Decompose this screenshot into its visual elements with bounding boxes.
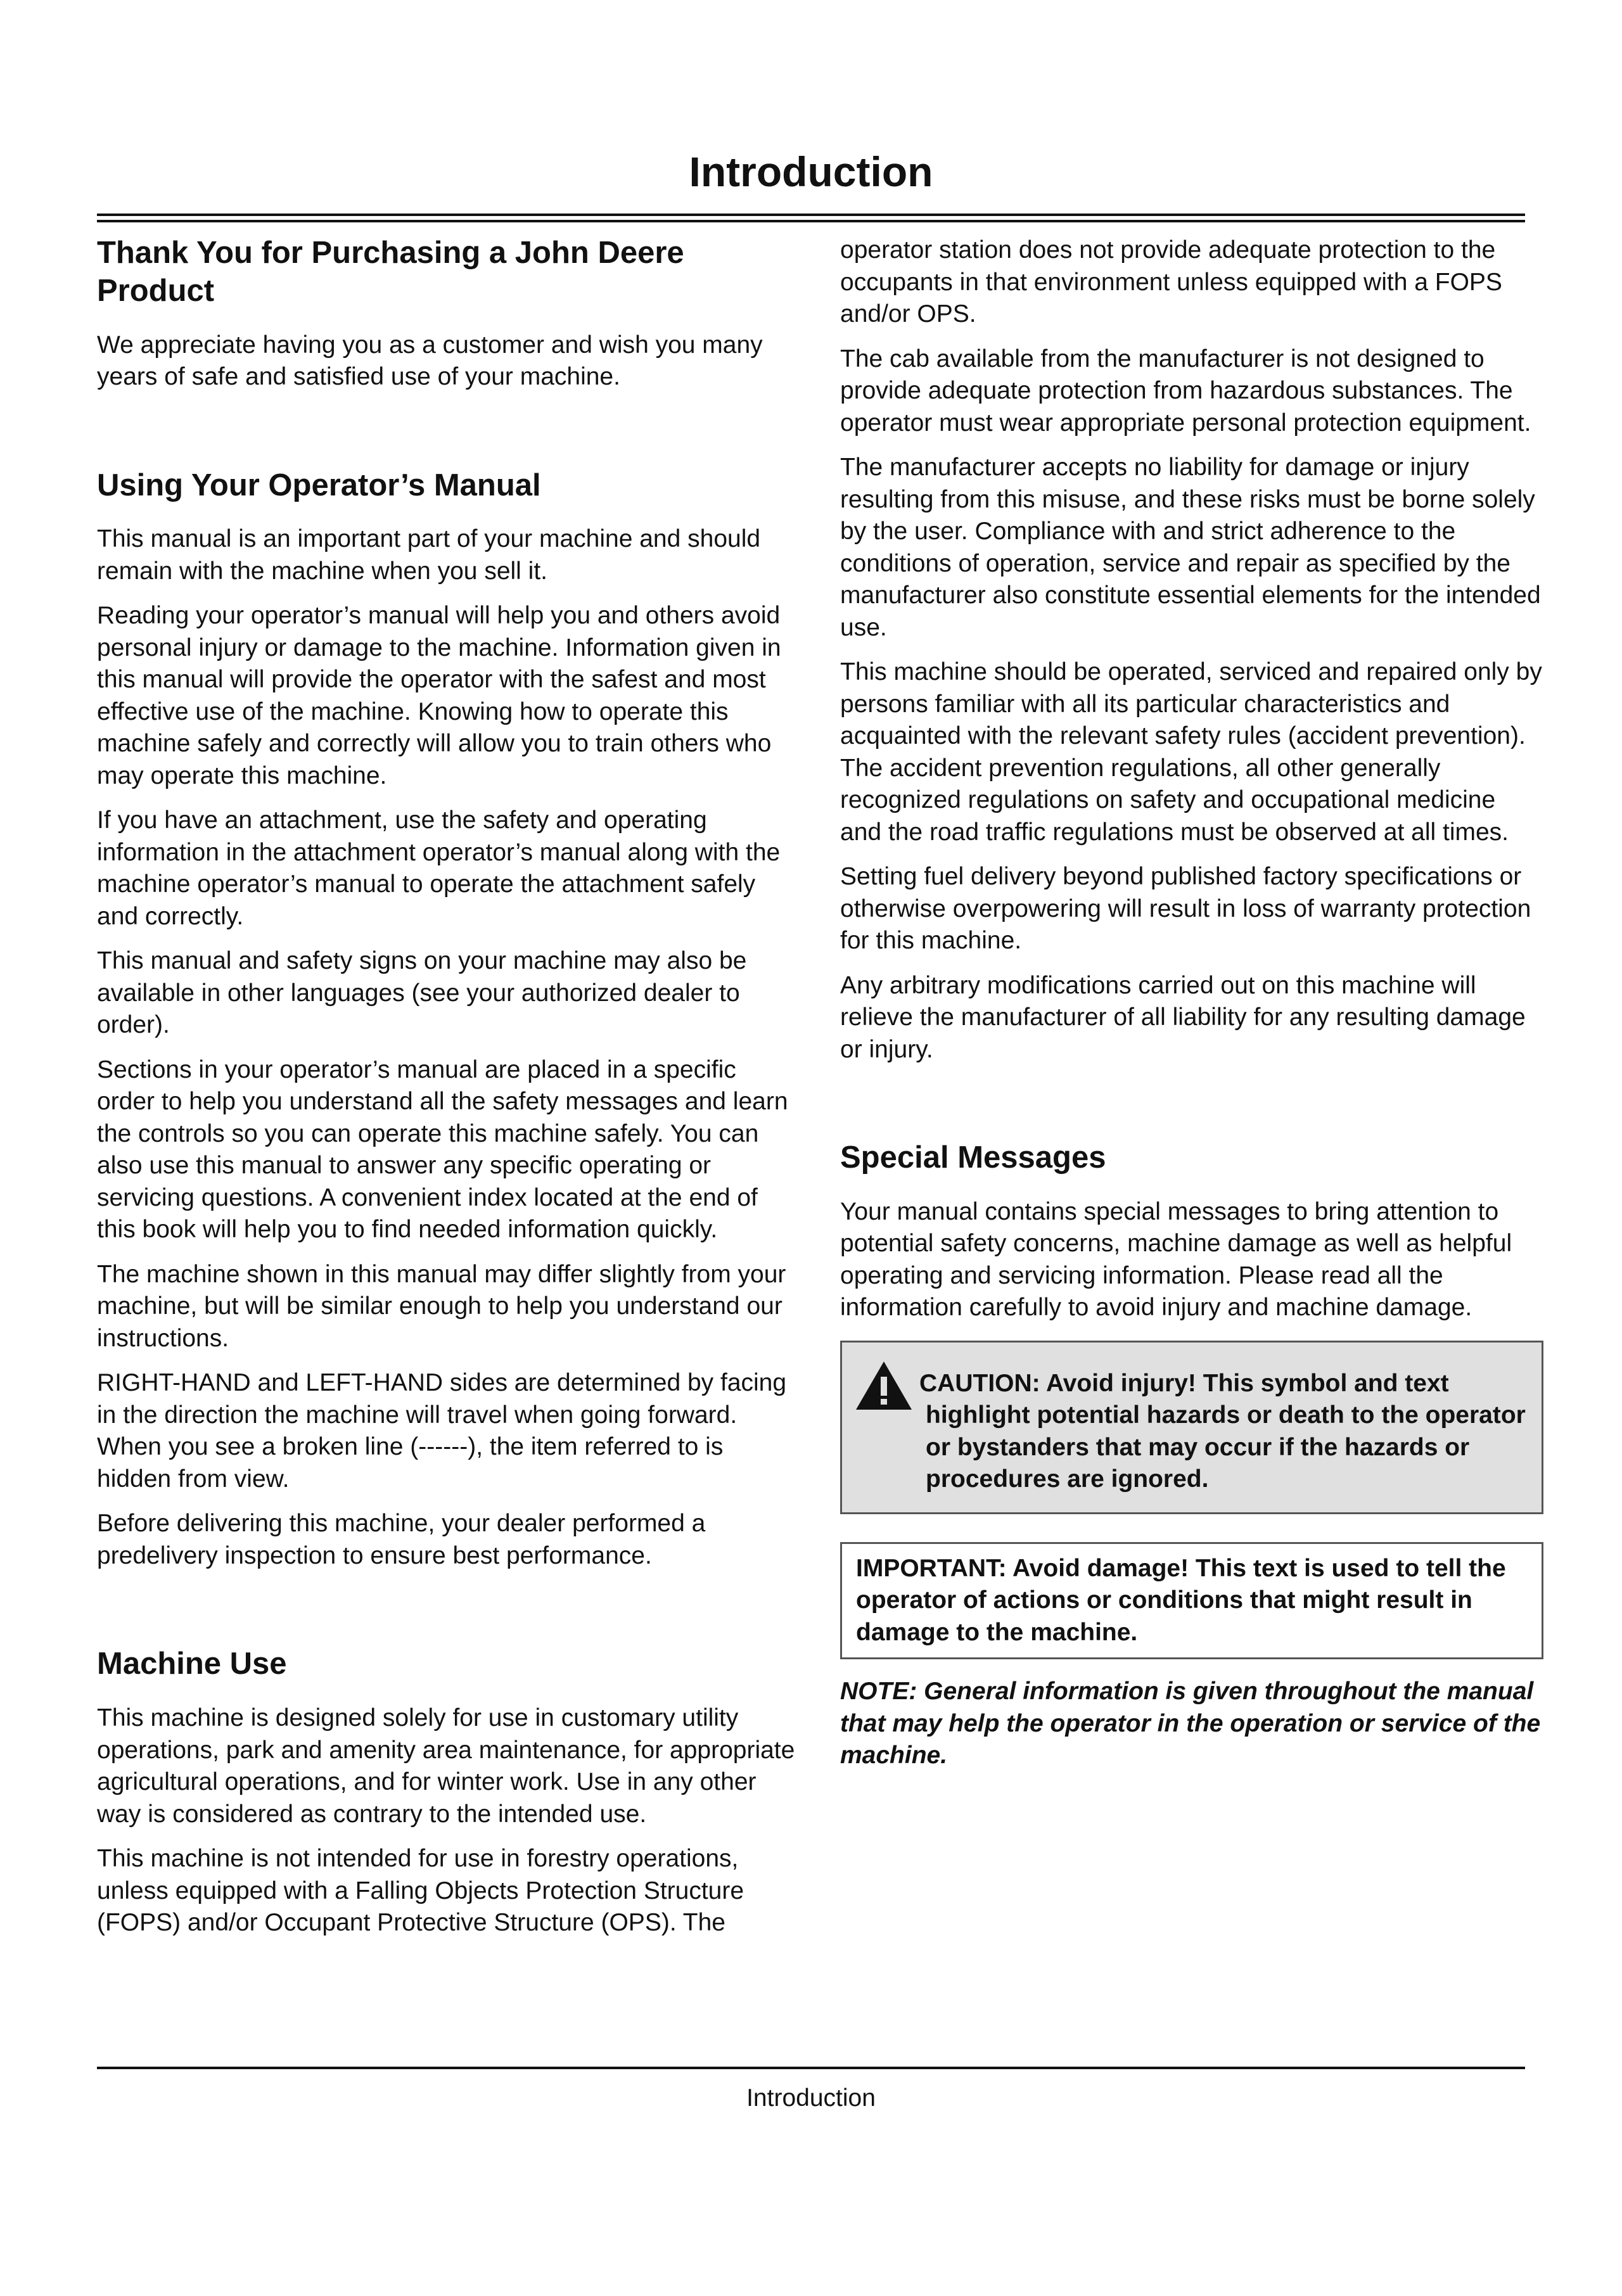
important-box: IMPORTANT: Avoid damage! This text is used to tell the operator of actions or conditions that might result in damage to the machine. [840,1542,1543,1660]
heading-machine-use: Machine Use [97,1647,287,1681]
title-double-rule [97,214,1525,222]
spacer [840,1078,1543,1139]
paragraph: Any arbitrary modifications carried out on this machine will relieve the manufacturer of all liability for any resulting damage or injury. [840,971,1526,1063]
heading-using-manual: Using Your Operator’s Manual [97,468,541,502]
spacer [97,1585,800,1645]
paragraph: This machine should be operated, serviced and repaired only by persons familiar with all its particular characteristics and acquainted with the relevant safety rules (accident prevention). The accident prevention regulations, all other generally recognized regulations on safety and occupational medicine and the road traffic regulations must be observed at all times. [840,658,1542,846]
page-title: Introduction [689,148,933,195]
paragraph: This machine is designed solely for use in customary utility operations, park and amenity area maintenance, for appropriate agricultural operations, and for winter work. Use in any other way is considered as contrary to the intended use. [97,1704,795,1828]
paragraph: operator station does not provide adequate protection to the occupants in that environment unless equipped with a FOPS and/or OPS. [840,236,1502,328]
spacer [97,406,800,467]
paragraph: The machine shown in this manual may differ slightly from your machine, but will be similar enough to help you understand our instructions. [97,1260,786,1352]
paragraph: Setting fuel delivery beyond published factory specifications or otherwise overpowering will result in loss of warranty protection for this machine. [840,863,1531,954]
paragraph: Before delivering this machine, your dealer performed a predelivery inspection to ensure best performance. [97,1510,706,1569]
warning-triangle-icon [855,1360,913,1411]
paragraph: RIGHT-HAND and LEFT-HAND sides are determined by facing in the direction the machine will travel when going forward. When you see a broken line (------), the item referred to is hidden from view. [97,1369,787,1493]
paragraph: The manufacturer accepts no liability for damage or injury resulting from this misuse, and these risks must be borne solely by the user. Compliance with and strict adherence to the conditions of operation, service and repair as specified by the manufacturer also constitute essential elements for the intended use. [840,454,1541,641]
note-text: NOTE: General information is given throughout the manual that may help the operator in the operation or service of the machine. [840,1678,1541,1770]
left-column [97,234,800,1952]
paragraph: The cab available from the manufacturer is not designed to provide adequate protection from hazardous substances. The operator must wear appropriate personal protection equipment. [840,345,1531,437]
caution-rest: highlight potential hazards or death to the operator or bystanders that may occur if the hazards or procedures are ignored. [926,1401,1526,1493]
paragraph: Your manual contains special messages to bring attention to potential safety concerns, machine damage as well as helpful operating and servicing information. Please read all the information carefully to avoid injury and machine damage. [840,1197,1512,1322]
heading-special-messages: Special Messages [840,1140,1106,1175]
paragraph: Sections in your operator’s manual are placed in a specific order to help you understand all the safety messages and learn the controls so you can operate this machine safely. You can also use this manual to answer any specific operating or servicing questions. A convenient index located at the end of this book will help you to find needed information quickly. [97,1056,788,1244]
paragraph: If you have an attachment, use the safety and operating information in the attachment operator’s manual along with the machine operator’s manual to operate the attachment safely and correctly. [97,807,781,930]
footer-label: Introduction [746,2084,876,2112]
paragraph: We appreciate having you as a customer and wish you many years of safe and satisfied use of your machine. [97,331,763,391]
paragraph: This manual and safety signs on your machine may also be available in other languages (see your authorized dealer to order). [97,947,747,1039]
paragraph: This manual is an important part of your machine and should remain with the machine when you sell it. [97,525,761,585]
caution-first-line: CAUTION: Avoid injury! This symbol and text [919,1369,1449,1397]
right-column [840,234,1543,1772]
caution-box [840,1341,1543,1514]
paragraph: Reading your operator’s manual will help you and others avoid personal injury or damage to the machine. Information given in this manual will provide the operator with the safest and most effective use of the machine. Knowing how to operate this machine safely and correctly will allow you to train others who may operate this machine. [97,602,781,789]
footer-rule [97,2067,1525,2069]
heading-thanks: Thank You for Purchasing a John Deere Product [97,236,684,308]
caution-text [919,1368,1529,1496]
paragraph: This machine is not intended for use in forestry operations, unless equipped with a Falling Objects Protection Structure (FOPS) and/or Occupant Protective Structure (OPS). The [97,1845,744,1937]
